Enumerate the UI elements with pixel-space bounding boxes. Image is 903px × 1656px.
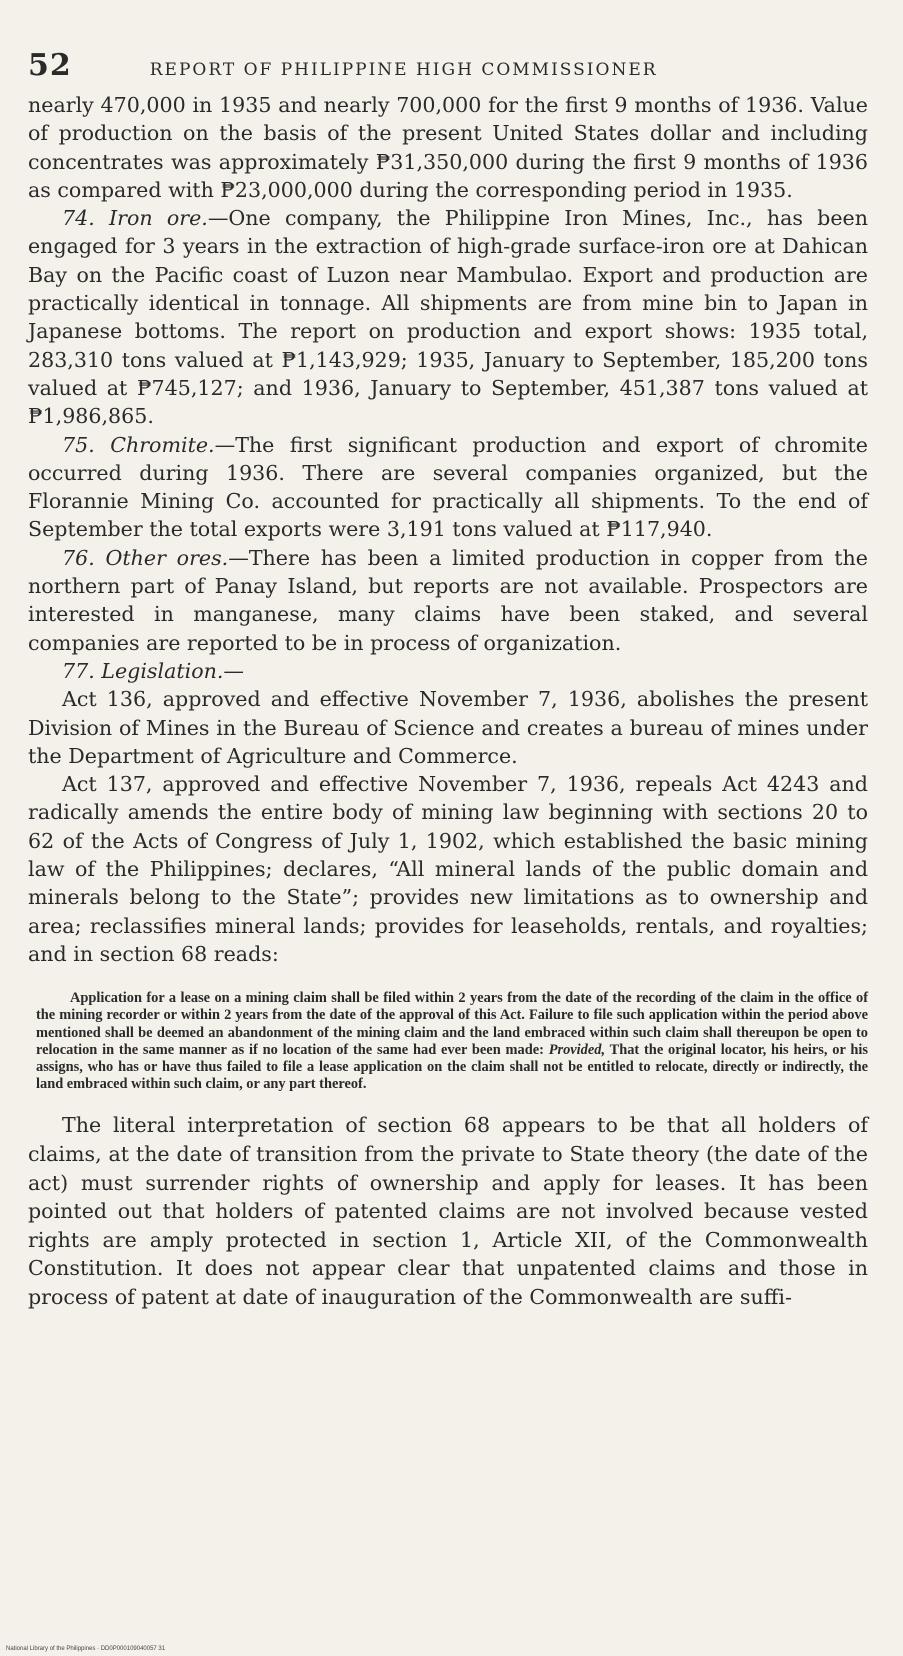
paragraph-75-text: —The first significant production and export of chromite occurred during 1936. There are several companies organized, but the Florannie Mining Co. accounted for practically all shipments. To the end of September the total exports were 3,191 tons valued at ₱117,940.	[28, 432, 868, 542]
paragraph-75-label: 75. Chromite.	[62, 432, 215, 457]
paragraph-74-text: —One company, the Philippine Iron Mines, Inc., has been engaged for 3 years in the extraction of high-grade surface-iron ore at Dahican Bay on the Pacific coast of Luzon near Mambulao. Export and production are practically identical in tonnage. All shipments are from mine bin to Japan in Japanese bottoms. The report on production and export shows: 1935 total, 283,310 tons valued at ₱1,143,929; 1935, January to September, 185,200 tons valued at ₱745,127; and 1936, January to September, 451,387 tons valued at ₱1,986,865.	[28, 206, 868, 429]
final-paragraph-wrap	[28, 1111, 868, 1311]
paragraph-77-label: 77. Legislation.—	[62, 658, 245, 683]
paragraph-77-heading	[28, 657, 868, 685]
act-136-paragraph: Act 136, approved and effective November 7, 1936, abolishes the present Division of Mines in the Bureau of Science and creates a bureau of mines under the Department of Agriculture and Commerce.	[28, 687, 868, 768]
act-137-paragraph: Act 137, approved and effective November 7, 1936, repeals Act 4243 and radically amends the entire body of mining law beginning with sections 20 to 62 of the Acts of Congress of July 1, 1902, which established the basic mining law of the Philippines; declares, “All mineral lands of the public domain and minerals belong to the State”; provides new limitations as to ownership and area; reclassifies mineral lands; provides for leaseholds, rentals, and royalties; and in section 68 reads:	[28, 772, 868, 966]
paragraph-76	[28, 544, 868, 657]
library-footer: National Library of the Philippines · DD0P000109040057 31	[6, 1646, 166, 1652]
quote-part-b: That the original locator, his heirs, or his assigns, who has or have thus failed to file a lease application on the claim shall not be entitled to relocate, directly or indirectly, the land embraced within such claim, or any part thereof.	[36, 1041, 868, 1093]
paragraph-74	[28, 204, 868, 430]
paragraph-75	[28, 431, 868, 544]
quote-provided: Provided,	[548, 1041, 606, 1058]
paragraph-76-label: 76. Other ores.	[62, 545, 229, 570]
page-header	[28, 48, 868, 83]
running-head: REPORT OF PHILIPPINE HIGH COMMISSIONER	[149, 60, 658, 80]
continued-paragraph: nearly 470,000 in 1935 and nearly 700,000 for the first 9 months of 1936. Value of production on the basis of the present United States dollar and including concentrates was approximately ₱31,350,000 during the first 9 months of 1936 as compared with ₱23,000,000 during the corresponding period in 1935.	[28, 93, 868, 202]
document-page	[28, 48, 868, 1312]
final-paragraph: The literal interpretation of section 68 appears to be that all holders of claims, at the date of transition from the private to State theory (the date of the act) must surrender rights of ownership and apply for leases. It has been pointed out that holders of patented claims are not involved because vested rights are amply protected in section 1, Article XII, of the Commonwealth Constitution. It does not appear clear that unpatented claims and those in process of patent at date of inauguration of the Commonwealth are suffi-	[28, 1113, 868, 1309]
paragraph-74-label: 74. Iron ore.	[62, 206, 208, 231]
paragraph-76-text: —There has been a limited production in copper from the northern part of Panay Island, but reports are not available. Prospectors are interested in manganese, many claims have been staked, and several companies are reported to be in process of organization.	[28, 545, 868, 655]
page-number: 52	[28, 48, 72, 83]
section-68-quote	[28, 990, 868, 1093]
quote-part-a: Application for a lease on a mining claim shall be filed within 2 years from the date of the recording of the claim in the office of the mining recorder or within 2 years from the date of the approval of this Act. Failure to file such application within the period above mentioned shall be deemed an abandonment of the mining claim and the land embraced within such claim shall thereupon be open to relocation in the same manner as if no location of the same had ever been made:	[36, 990, 868, 1058]
